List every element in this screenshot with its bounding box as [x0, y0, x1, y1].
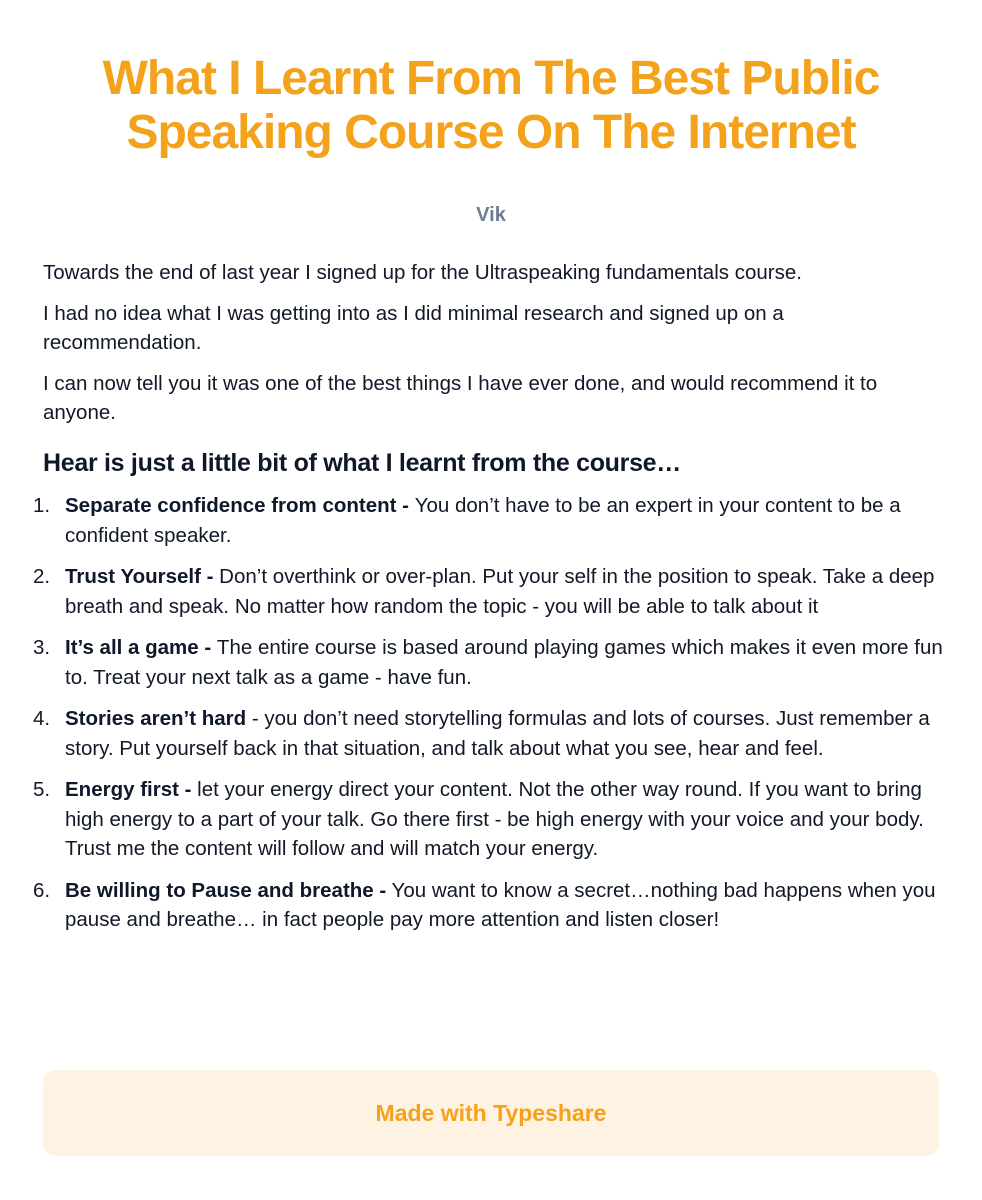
list-number: 3. [33, 636, 51, 659]
list-item-title: It’s all a game - [65, 636, 217, 659]
list-number: 1. [33, 494, 51, 517]
list-item-text: You don’t have to be an expert in your content to be a confident speaker. [65, 494, 901, 547]
section-heading: Hear is just a little bit of what I learnt from the course… [43, 449, 681, 477]
list-item [33, 562, 943, 621]
list-number: 4. [33, 707, 51, 730]
list-item-text: The entire course is based around playing games which makes it even more fun to. Treat your next talk as a game - have fun. [65, 636, 943, 689]
list-item-title: Be willing to Pause and breathe - [65, 878, 387, 902]
typeshare-footer-link[interactable] [43, 1070, 939, 1156]
list-item-title: Trust Yourself - [65, 565, 214, 588]
list-item-text: You want to know a secret…nothing bad happens when you pause and breathe… in fact people pay more attention and listen closer! [65, 878, 936, 931]
list-item [33, 704, 943, 763]
list-item-text: let your energy direct your content. Not the other way round. If you want to bring high energy to a part of your talk. Go there first - be high energy with your voice and your body. Trust me the content will follow and will match your energy. [65, 778, 924, 860]
list-item-title: Energy first - [65, 778, 192, 801]
list-item [33, 876, 943, 935]
footer-label: Made with Typeshare [375, 1099, 607, 1126]
list-item [33, 633, 943, 692]
list-number: 5. [33, 778, 51, 801]
article-title: What I Learnt From The Best Public Speaking Course On The Internet [102, 52, 880, 159]
list-number: 2. [33, 565, 51, 588]
article-body [33, 258, 943, 947]
list-number: 6. [33, 878, 51, 902]
intro-paragraph-1: Towards the end of last year I signed up for the Ultraspeaking fundamentals course. [43, 261, 802, 284]
list-item-title: Stories aren’t hard [65, 707, 247, 730]
list-item [33, 491, 943, 550]
list-item-text: Don’t overthink or over-plan. Put your self in the position to speak. Take a deep breath and speak. No matter how random the topic - you will be able to talk about it [65, 565, 935, 618]
list-item-text: - you don’t need storytelling formulas and lots of courses. Just remember a story. Put yourself back in that situation, and talk about what you see, hear and feel. [65, 707, 930, 760]
intro-paragraph-3: I can now tell you it was one of the best things I have ever done, and would recommend it to anyone. [43, 372, 878, 424]
intro-paragraph-2: I had no idea what I was getting into as I did minimal research and signed up on a recommendation. [43, 302, 784, 354]
lessons-list [33, 491, 943, 935]
author-name: Vik [476, 204, 506, 226]
list-item [33, 775, 943, 864]
list-item-title: Separate confidence from content - [65, 494, 415, 517]
